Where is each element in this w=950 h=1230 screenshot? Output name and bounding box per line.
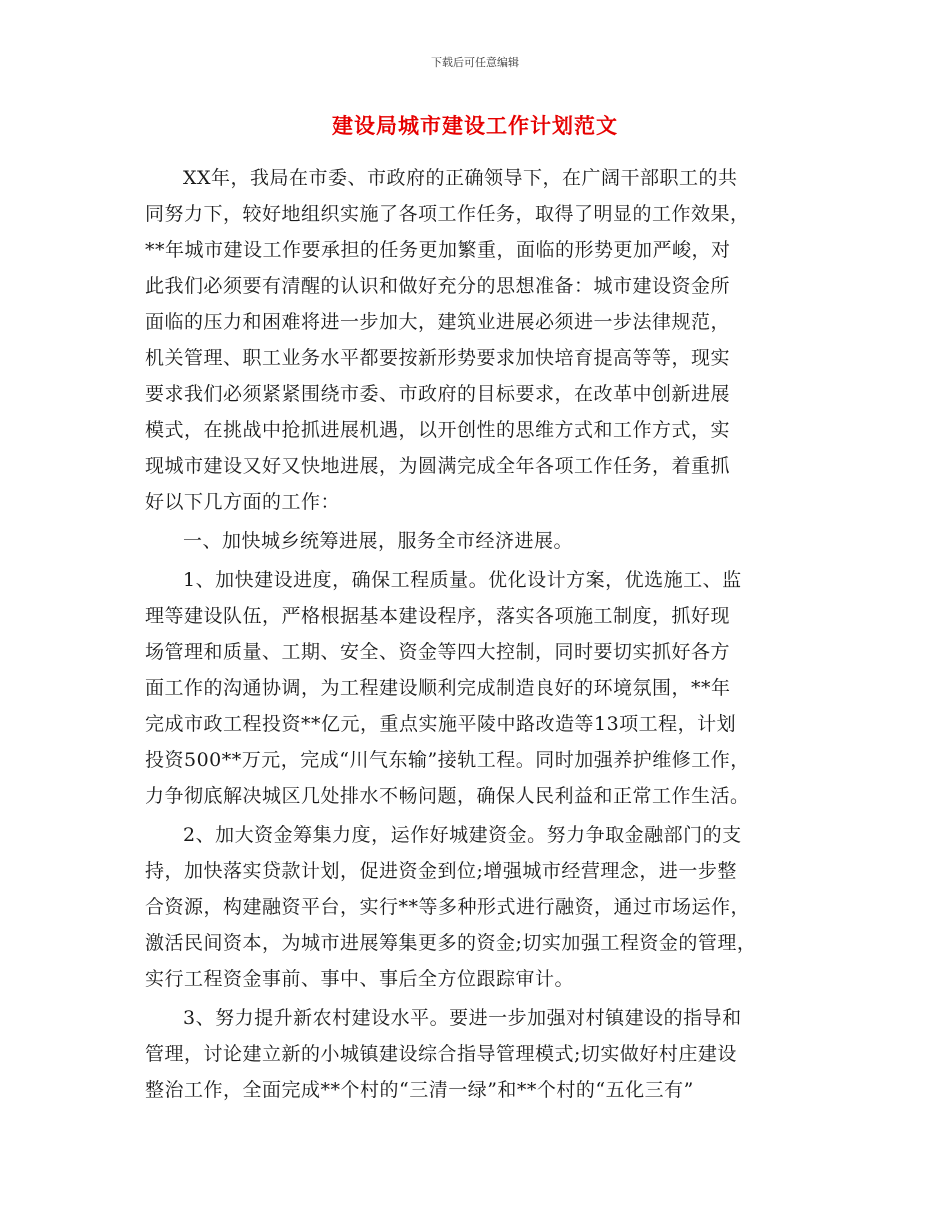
text-line: 整治工作，全面完成**个村的“三清一绿”和**个村的“五化三有” — [145, 1079, 694, 1101]
text-line: 模式，在挑战中抢抓进展机遇，以开创性的思维方式和工作方式，实 — [145, 419, 731, 441]
paragraph-intro — [145, 160, 815, 520]
text-line: 机关管理、职工业务水平都要按新形势要求加快培育提高等等，现实 — [145, 347, 731, 369]
text-line: 面临的压力和困难将进一步加大，建筑业进展必须进一步法律规范， — [145, 311, 731, 333]
text-line: 持，加快落实贷款计划，促进资金到位;增强城市经营理念，进一步整 — [145, 860, 737, 882]
document-title: 建设局城市建设工作计划范文 — [332, 114, 618, 138]
text-line: 3、努力提升新农村建设水平。要进一步加强对村镇建设的指导和 — [183, 1007, 742, 1029]
text-line: 此我们必须要有清醒的认识和做好充分的思想准备：城市建设资金所 — [145, 275, 731, 297]
text-line: 完成市政工程投资**亿元，重点实施平陵中路改造等13项工程，计划 — [145, 713, 737, 735]
text-line: 面工作的沟通协调，为工程建设顺利完成制造良好的环境氛围，**年 — [145, 677, 731, 699]
text-line: 1、加快建设进度，确保工程质量。优化设计方案，优选施工、监 — [183, 569, 742, 591]
text-line: 理等建设队伍，严格根据基本建设程序，落实各项施工制度，抓好现 — [145, 605, 731, 627]
text-line: 实行工程资金事前、事中、事后全方位跟踪审计。 — [145, 968, 575, 990]
section-heading-line: 一、加快城乡统筹进展，服务全市经济进展。 — [183, 530, 574, 552]
text-line: 场管理和质量、工期、安全、资金等四大控制，同时要切实抓好各方 — [145, 641, 731, 663]
paragraph-item-3 — [145, 1000, 815, 1108]
paragraph-item-2 — [145, 817, 815, 997]
text-line: 要求我们必须紧紧围绕市委、市政府的目标要求，在改革中创新进展 — [145, 383, 731, 405]
text-line: 合资源，构建融资平台，实行**等多种形式进行融资，通过市场运作， — [145, 896, 751, 918]
document-body — [145, 160, 815, 1108]
text-line: XX年，我局在市委、市政府的正确领导下，在广阔干部职工的共 — [183, 167, 738, 189]
text-line: 投资500**万元，完成“川气东输”接轨工程。同时加强养护维修工作， — [145, 749, 750, 771]
paragraph-item-1 — [145, 562, 815, 814]
text-line: 管理，讨论建立新的小城镇建设综合指导管理模式;切实做好村庄建设 — [145, 1043, 737, 1065]
header-note: 下载后可任意编辑 — [431, 56, 519, 69]
text-line: 激活民间资本，为城市进展筹集更多的资金;切实加强工程资金的管理， — [145, 932, 757, 954]
text-line: 2、加大资金筹集力度，运作好城建资金。努力争取金融部门的支 — [183, 824, 742, 846]
text-line: 力争彻底解决城区几处排水不畅问题，确保人民利益和正常工作生活。 — [145, 785, 750, 807]
text-line: 现城市建设又好又快地进展，为圆满完成全年各项工作任务，着重抓 — [145, 455, 731, 477]
text-line: 同努力下，较好地组织实施了各项工作任务，取得了明显的工作效果， — [145, 203, 750, 225]
text-line: **年城市建设工作要承担的任务更加繁重，面临的形势更加严峻，对 — [145, 239, 731, 261]
text-line: 好以下几方面的工作： — [145, 491, 341, 513]
section-heading-1 — [145, 523, 815, 559]
